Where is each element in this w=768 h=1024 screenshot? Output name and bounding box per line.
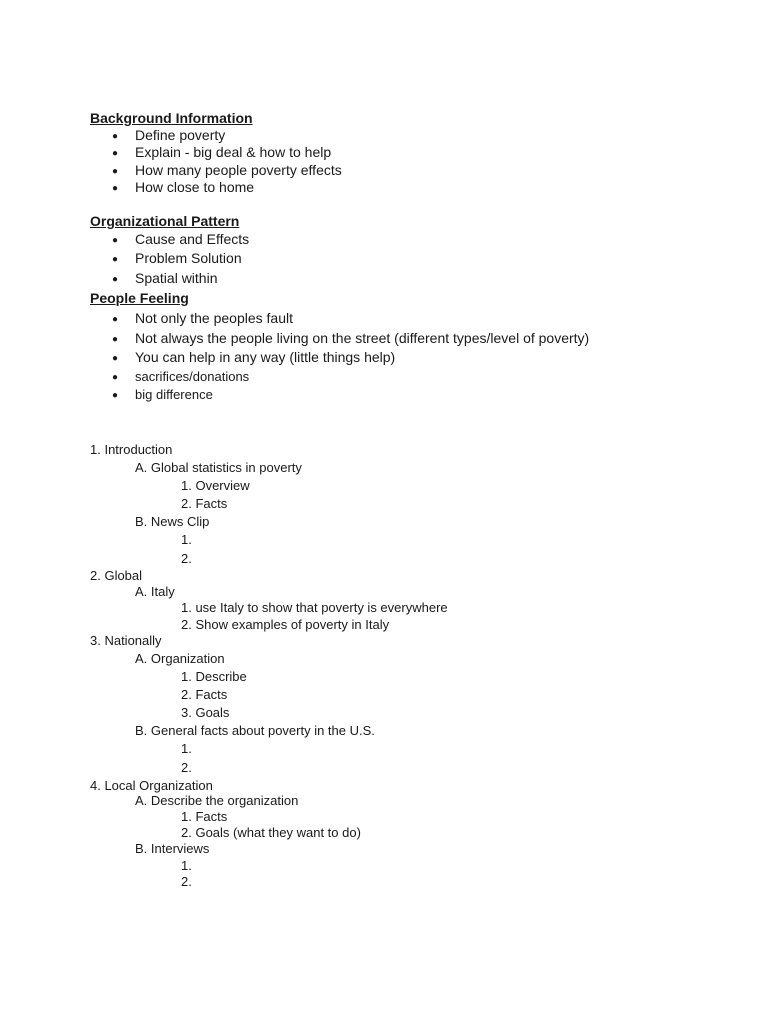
outline-detail: 2. xyxy=(181,760,192,775)
bullet-icon: ● xyxy=(112,274,119,285)
bullet-icon: ● xyxy=(112,235,119,246)
outline-detail: 2. xyxy=(181,551,192,566)
outline-detail: 1. Overview xyxy=(181,478,250,493)
outline-detail: 1. use Italy to show that poverty is everywhere xyxy=(181,600,448,615)
outline-subpoint: A. Organization xyxy=(135,651,225,666)
outline-detail: 1. xyxy=(181,858,192,873)
outline-subpoint: B. General facts about poverty in the U.S. xyxy=(135,723,375,738)
outline-detail: 2. Show examples of poverty in Italy xyxy=(181,617,390,632)
feeling-item: ● sacrifices/donations xyxy=(112,368,249,387)
bullet-icon: ● xyxy=(112,353,119,364)
bullet-icon: ● xyxy=(112,131,119,142)
background-item: ● Explain - big deal & how to help xyxy=(112,143,331,163)
outline-subpoint: B. News Clip xyxy=(135,514,210,529)
outline-subpoint: A. Global statistics in poverty xyxy=(135,460,302,475)
outline-detail: 2. Facts xyxy=(181,496,228,511)
bullet-icon: ● xyxy=(112,334,119,345)
feeling-heading: People Feeling xyxy=(90,290,189,306)
outline-detail: 3. Goals xyxy=(181,705,230,720)
bullet-icon: ● xyxy=(112,183,119,194)
bullet-icon: ● xyxy=(112,372,119,383)
outline-detail: 2. Facts xyxy=(181,687,228,702)
feeling-item: ● big difference xyxy=(112,386,213,405)
outline-detail: 1. xyxy=(181,532,192,547)
background-item: ● Define poverty xyxy=(112,126,225,146)
outline-section-title: 2. Global xyxy=(90,568,143,583)
organizational-item: ● Spatial within xyxy=(112,269,218,289)
organizational-item: ● Cause and Effects xyxy=(112,230,249,250)
bullet-icon: ● xyxy=(112,314,119,325)
bullet-icon: ● xyxy=(112,254,119,265)
outline-subpoint: A. Italy xyxy=(135,584,175,599)
organizational-item: ● Problem Solution xyxy=(112,249,242,269)
background-item: ● How close to home xyxy=(112,178,254,198)
outline-detail: 2. Goals (what they want to do) xyxy=(181,825,361,840)
outline-detail: 1. Facts xyxy=(181,809,228,824)
outline-section-title: 4. Local Organization xyxy=(90,778,213,793)
background-heading: Background Information xyxy=(90,110,253,126)
outline-subpoint: A. Describe the organization xyxy=(135,793,299,808)
feeling-item: ● Not always the people living on the street (different types/level of poverty) xyxy=(112,329,589,349)
bullet-icon: ● xyxy=(112,166,119,177)
bullet-icon: ● xyxy=(112,390,119,401)
organizational-heading: Organizational Pattern xyxy=(90,213,240,229)
bullet-icon: ● xyxy=(112,148,119,159)
outline-subpoint: B. Interviews xyxy=(135,841,210,856)
outline-detail: 1. Describe xyxy=(181,669,247,684)
outline-section-title: 1. Introduction xyxy=(90,442,173,457)
outline-detail: 1. xyxy=(181,741,192,756)
background-item: ● How many people poverty effects xyxy=(112,161,342,181)
outline-detail: 2. xyxy=(181,874,192,889)
outline-section-title: 3. Nationally xyxy=(90,633,162,648)
feeling-item: ● You can help in any way (little things help) xyxy=(112,348,395,368)
feeling-item: ● Not only the peoples fault xyxy=(112,309,293,329)
